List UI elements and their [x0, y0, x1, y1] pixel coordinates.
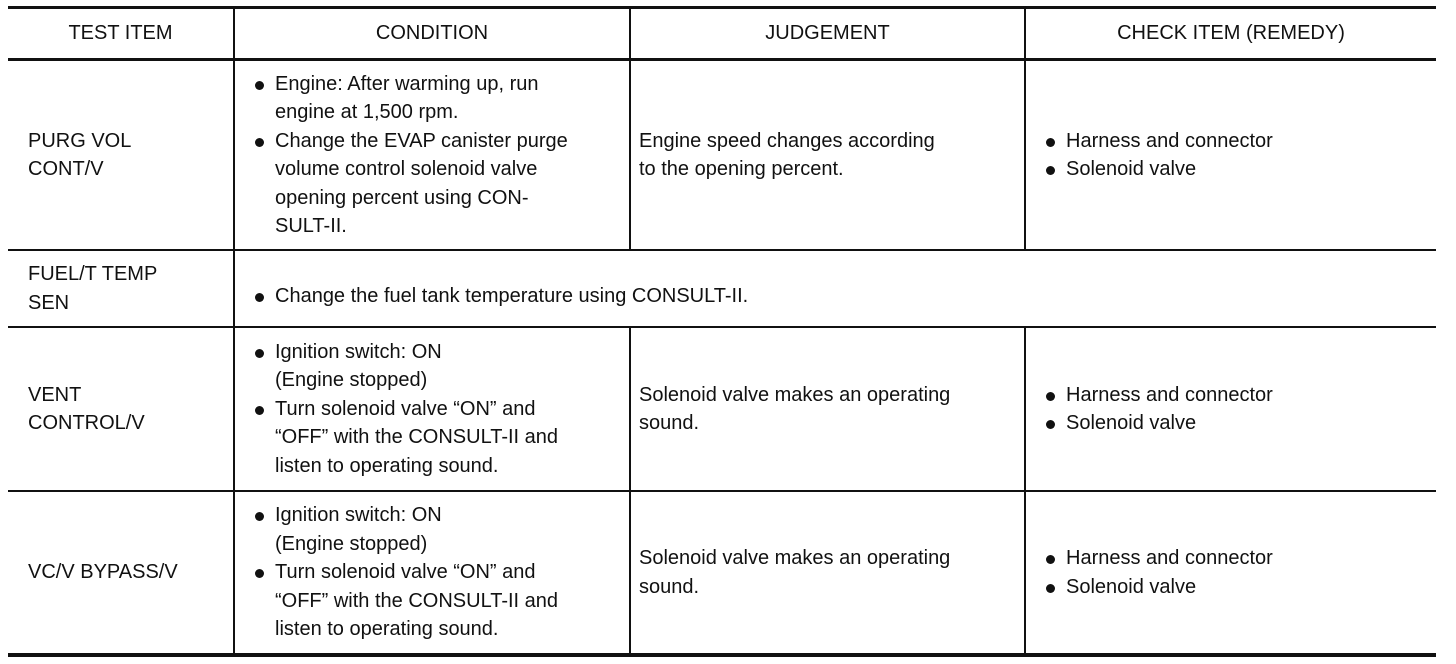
condition-bullet: Change the EVAP canister purge volume control solenoid valve opening percent using CON- SULT-II.: [243, 127, 568, 241]
header-test-item-label: TEST ITEM: [68, 22, 173, 45]
header-judgement-label: JUDGEMENT: [765, 22, 890, 45]
table-bottom-border: [8, 653, 1436, 657]
header-test-item: [8, 9, 233, 58]
table-row-vcv-bypass-condition: [235, 492, 629, 653]
table-row-vcv-bypass-judgement: Solenoid valve makes an operating sound.: [639, 547, 951, 598]
table-row-fuel-temp-test-item: FUEL/T TEMP SEN: [28, 263, 158, 314]
condition-bullet: Ignition switch: ON (Engine stopped): [243, 338, 558, 395]
condition-bullet: Turn solenoid valve “ON” and “OFF” with the CONSULT-II and listen to operating sound.: [243, 395, 558, 481]
check-item-bullet: Solenoid valve: [1034, 409, 1273, 438]
check-item-bullet: Harness and connector: [1034, 544, 1273, 573]
condition-bullet: Turn solenoid valve “ON” and “OFF” with the CONSULT-II and listen to operating sound.: [243, 558, 558, 644]
table-row-purg-vol-check-item: [1026, 61, 1436, 249]
table-row-purg-vol-test-item: PURG VOL CONT/V: [28, 129, 132, 180]
table-row-vcv-bypass-check-item: [1026, 492, 1436, 653]
table-row-purg-vol-condition: [235, 61, 629, 249]
check-item-bullet: Solenoid valve: [1034, 155, 1273, 184]
condition-bullet: Change the fuel tank temperature using CONSULT-II.: [243, 282, 748, 311]
header-judgement: [631, 9, 1024, 58]
table-row-fuel-temp-condition: [235, 251, 1436, 326]
table-row-vent-control-judgement: Solenoid valve makes an operating sound.: [639, 383, 951, 434]
check-item-bullet: Harness and connector: [1034, 127, 1273, 156]
check-item-bullet: Harness and connector: [1034, 381, 1273, 410]
check-item-bullet: Solenoid valve: [1034, 573, 1273, 602]
header-condition-label: CONDITION: [375, 22, 489, 45]
header-check-item-label: CHECK ITEM (REMEDY): [1117, 22, 1345, 45]
table-row-vent-control-test-item: VENT CONTROL/V: [28, 383, 145, 434]
header-condition: [235, 9, 629, 58]
active-test-table: [8, 6, 1436, 658]
table-row-purg-vol-judgement: Engine speed changes according to the opening percent.: [639, 129, 935, 180]
header-check-item: [1026, 9, 1436, 58]
condition-bullet: Ignition switch: ON (Engine stopped): [243, 501, 558, 558]
condition-bullet: Engine: After warming up, run engine at 1,500 rpm.: [243, 70, 568, 127]
table-row-vent-control-condition: [235, 328, 629, 490]
table-row-vent-control-check-item: [1026, 328, 1436, 490]
table-row-vcv-bypass-test-item: VC/V BYPASS/V: [28, 561, 178, 584]
